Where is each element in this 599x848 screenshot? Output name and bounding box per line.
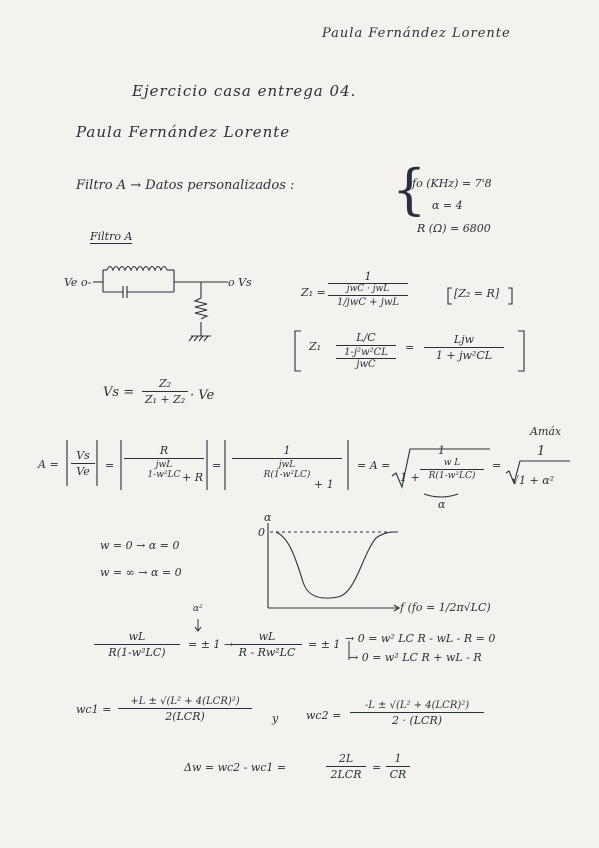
gain-eq1: =: [105, 459, 115, 472]
cond-pm1: = ± 1 →: [188, 638, 234, 651]
dw-fraction2: [386, 752, 410, 781]
limit-w0: w = 0 → α = 0: [100, 539, 180, 552]
amax-label: Amáx: [530, 425, 562, 438]
cond-mid-den: R - Rw²LC: [238, 646, 296, 659]
r-plus: + R: [182, 471, 203, 484]
dw-den: 2LCR: [330, 768, 362, 781]
sqrt-frac-bot: R(1-w²LC): [428, 471, 476, 481]
r-den-b: 1-w²LC: [147, 470, 181, 480]
param-r: R (Ω) = 6800: [417, 222, 491, 235]
z1-fraction: [328, 270, 408, 308]
cond-lhs-den: R(1-w²LC): [108, 646, 166, 659]
z1-lhs: Z₁ =: [301, 286, 326, 299]
z1-alt-num: L/C: [356, 331, 376, 344]
wc2-den: 2 · (LCR): [391, 714, 443, 727]
divider-lhs: Vs =: [103, 385, 135, 400]
param-alpha: α = 4: [432, 199, 463, 212]
divider-fraction: [142, 377, 188, 406]
divider-num: Z₂: [158, 377, 172, 390]
wc1-den: 2(LCR): [165, 710, 205, 723]
amax-den: √1 + α²: [512, 474, 555, 487]
alpha-underbrace: [424, 494, 458, 497]
dw-num2: 1: [394, 752, 402, 765]
vs-ve-fraction: [71, 449, 95, 478]
z1-alt-eq: =: [405, 341, 415, 354]
sqrt-inner-fraction: [420, 458, 484, 481]
ve-text: Ve: [76, 465, 90, 478]
z1-alt-fraction: [336, 331, 396, 370]
exercise-title: Ejercicio casa entrega 04.: [132, 82, 357, 100]
z1-num: 1: [364, 270, 372, 283]
r-num: R: [159, 444, 169, 457]
filter-intro: Filtro A → Datos personalizados :: [76, 178, 295, 193]
dw-den2: CR: [389, 768, 407, 781]
divider-rhs: · Ve: [190, 388, 215, 403]
ve-label: Ve o-: [64, 276, 92, 289]
plot-x-label: f (fo = 1/2π√LC): [400, 601, 491, 614]
z1-alt-right: [424, 333, 504, 362]
dw-lhs: Δw = wc2 - wc1 =: [184, 761, 287, 774]
cond-eq-a: → 0 = w² LC R - wL - R = 0: [345, 632, 496, 645]
filter-subtitle: Filtro A: [90, 230, 133, 243]
frac-top: jwL: [278, 460, 296, 470]
vs-label: o Vs: [228, 276, 252, 289]
z2-box: [Z₂ = R]: [454, 287, 500, 300]
param-brace: {: [392, 158, 427, 221]
amax-num: 1: [537, 444, 546, 459]
z1-alt-den-bot: jwC: [336, 358, 396, 370]
response-plot: [268, 523, 399, 611]
frac-bot: R(1-w²LC): [263, 470, 311, 480]
z1-den: 1/jwC + jwL: [336, 297, 400, 308]
cond-eq-b: → 0 = w² LC R + wL - R: [349, 651, 482, 664]
cond-mid-fraction: [232, 630, 302, 659]
cond-lhs-fraction: [94, 630, 180, 659]
limit-winf: w = ∞ → α = 0: [100, 566, 182, 579]
param-fo: fo (KHz) = 7'8: [412, 177, 492, 190]
cutoffs-and: y: [272, 712, 279, 725]
sqrt-body-pre: 1 +: [400, 471, 420, 484]
alpha-squared: α²: [193, 604, 203, 614]
divider-den: Z₁ + Z₂: [144, 393, 186, 406]
cond-lhs-num: wL: [128, 630, 146, 643]
vs-text: Vs: [76, 449, 90, 462]
z1-num-den: jwC · jwL: [328, 283, 408, 294]
gain-eq2: =: [212, 459, 222, 472]
plus-one: + 1: [314, 478, 334, 491]
gain-eq4: =: [492, 459, 502, 472]
alpha-under: α: [438, 498, 446, 511]
sqrt-num: 1: [438, 444, 445, 457]
z1-alt-r-num: Ljw: [453, 333, 475, 346]
one-num: 1: [283, 444, 291, 457]
dw-fraction: [326, 752, 366, 781]
author-name: Paula Fernández Lorente: [76, 123, 291, 141]
gain-lhs: A =: [38, 458, 59, 471]
cond-mid-num: wL: [258, 630, 276, 643]
r-den-a: jwL: [155, 460, 173, 470]
plot-y-tick: 0: [258, 526, 265, 539]
plot-y-label: α: [264, 511, 272, 524]
wc2-fraction: [350, 700, 484, 727]
wc1-fraction: [118, 696, 252, 723]
wc2-num: -L ± √(L² + 4(LCR)²): [364, 700, 470, 711]
z1-alt-lhs: Z₁: [309, 340, 322, 353]
dw-eq: =: [372, 761, 382, 774]
circuit-diagram: [93, 267, 228, 342]
cond-pm2: = ± 1: [308, 638, 341, 651]
z1-alt-den-top: 1-j²w²CL: [344, 347, 388, 358]
wc2-lhs: wc2 =: [306, 709, 342, 722]
wc1-lhs: wc1 =: [76, 703, 112, 716]
one-fraction: [232, 444, 342, 480]
wc1-num: +L ± √(L² + 4(LCR)²): [130, 696, 240, 707]
header-author: Paula Fernández Lorente: [322, 26, 511, 41]
z1-alt-r-den: 1 + jw²CL: [435, 349, 493, 362]
gain-eq3: = A =: [357, 459, 391, 472]
sqrt-frac-top: w L: [443, 458, 461, 468]
dw-num: 2L: [338, 752, 354, 765]
